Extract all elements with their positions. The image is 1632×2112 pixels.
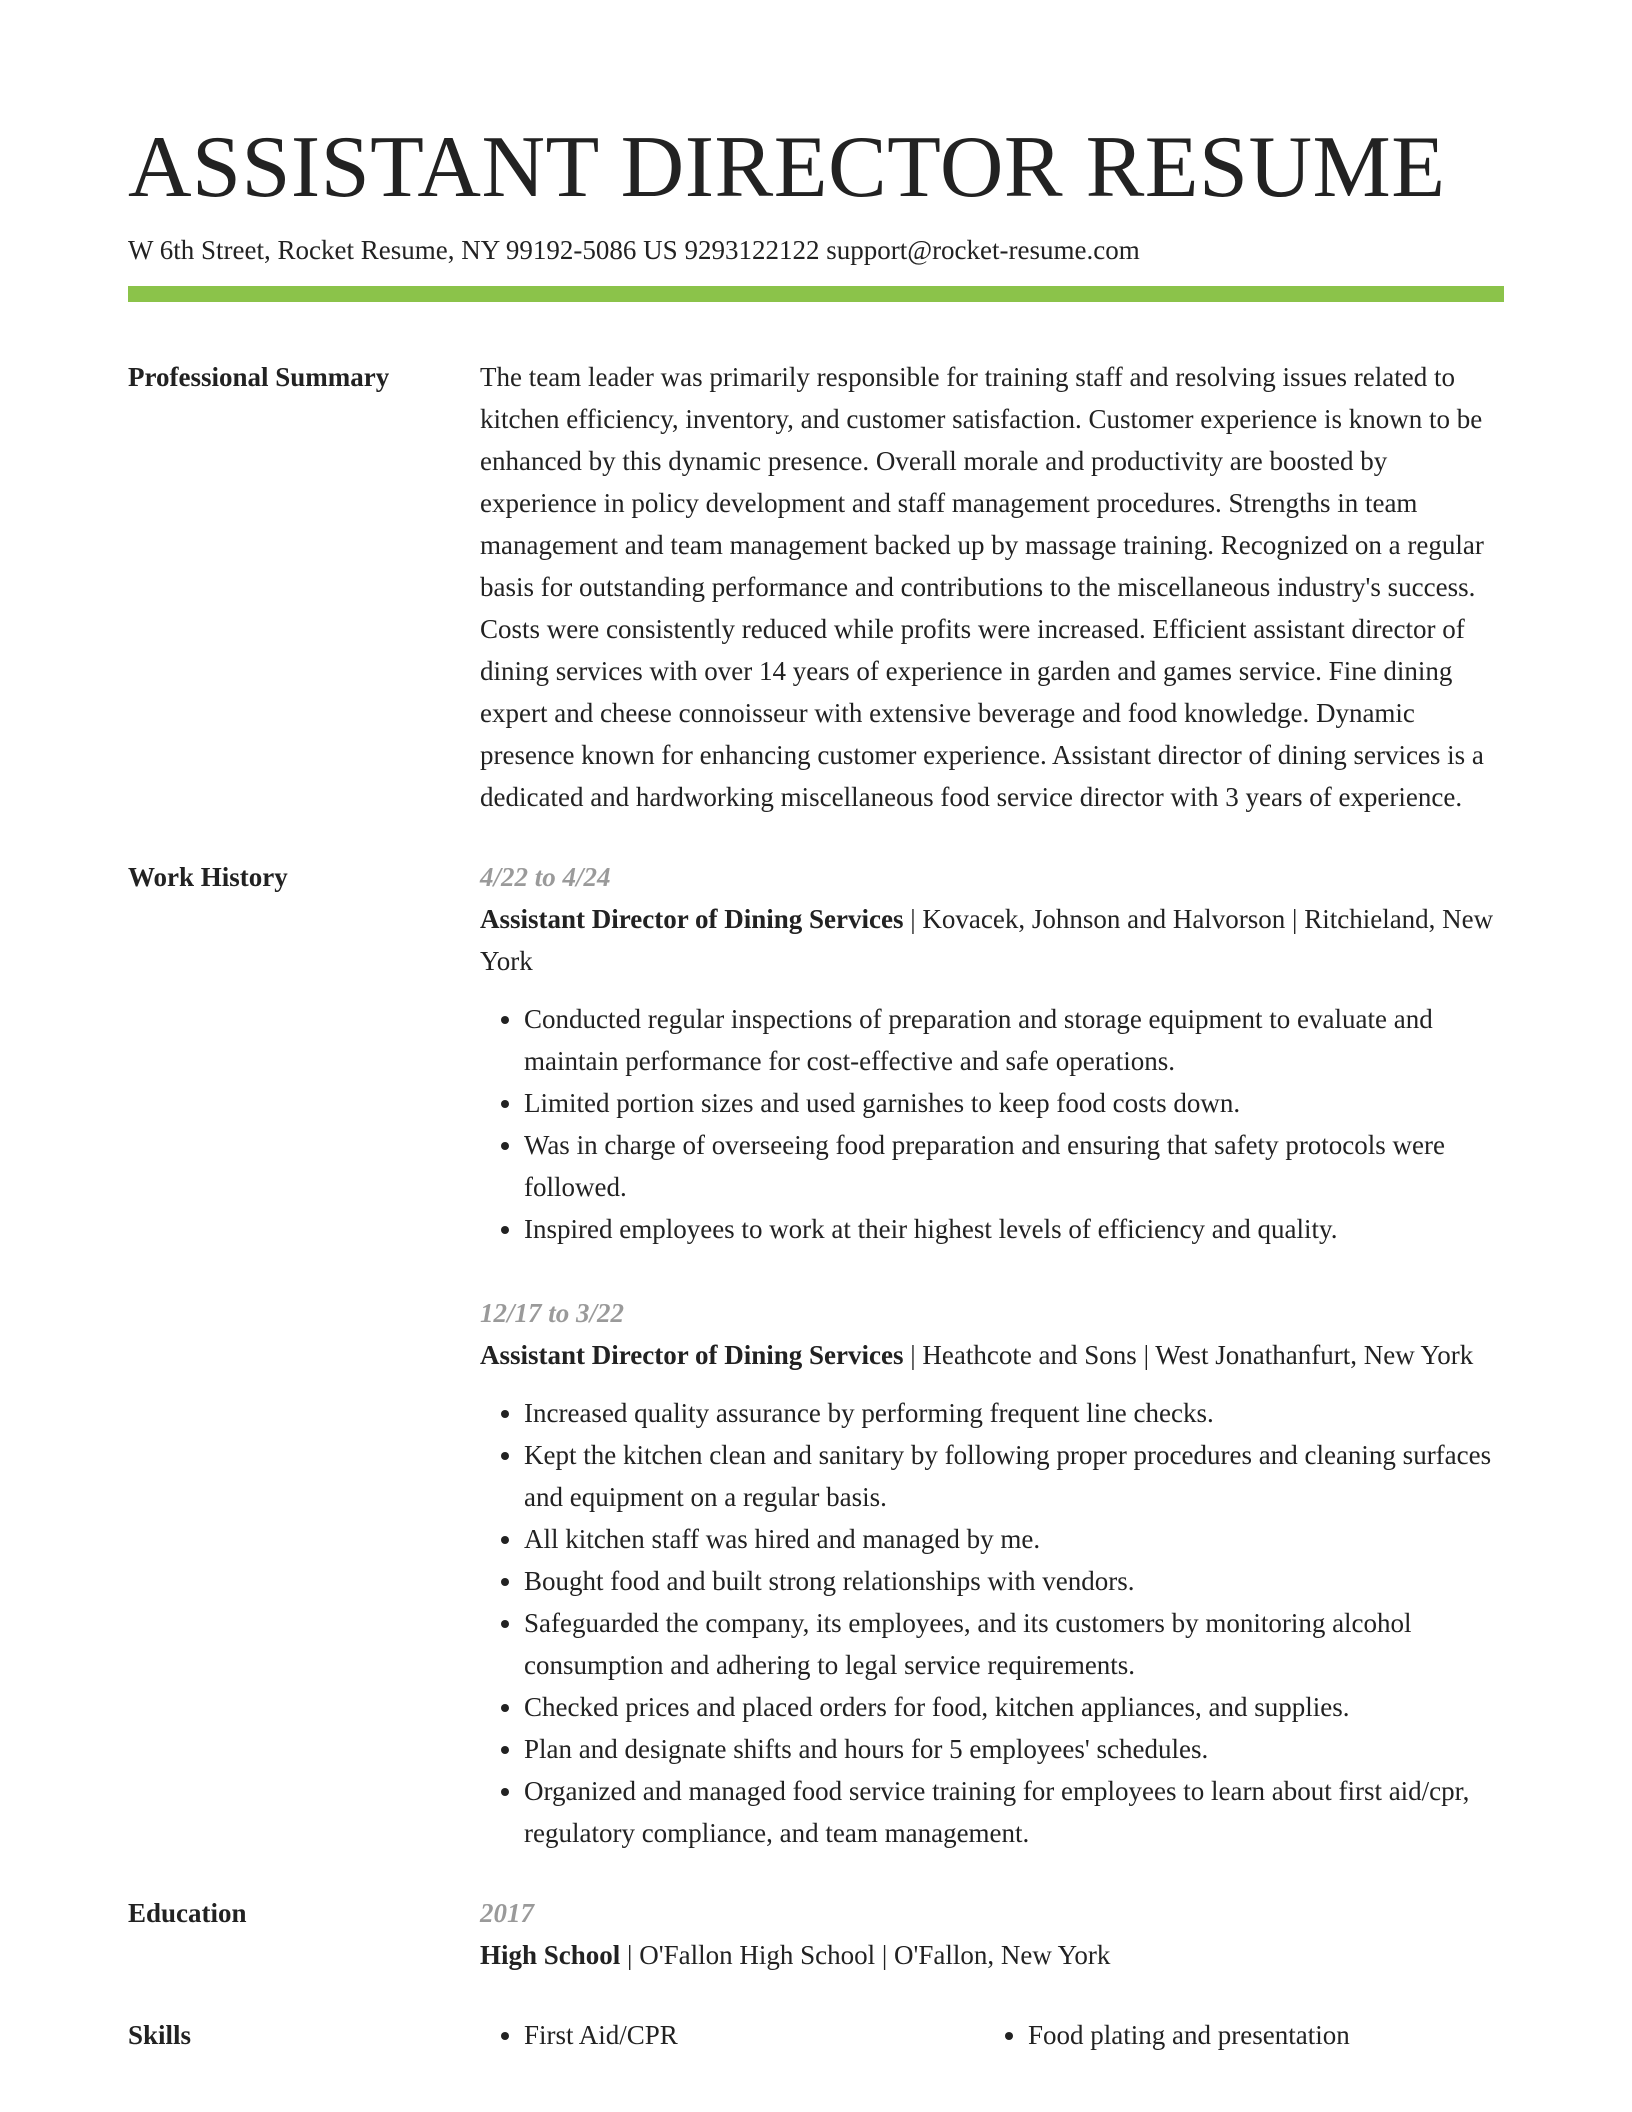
summary-body [480, 356, 1504, 818]
job-bullet: • Inspired employees to work at their highest levels of efficiency and quality. [524, 1208, 1504, 1250]
job-bullets [480, 998, 1504, 1250]
education-line [480, 1934, 1504, 1976]
skill-item: • First Aid/CPR [524, 2014, 984, 2056]
section-label-work-history: Work History [128, 862, 288, 892]
job-bullet: • Kept the kitchen clean and sanitary by following proper procedures and cleaning surfaces and equipment on a regular basis. [524, 1434, 1504, 1518]
education-year: 2017 [480, 1898, 534, 1928]
section-label-summary: Professional Summary [128, 362, 390, 392]
section-label-skills: Skills [128, 2020, 192, 2050]
section-skills [128, 2014, 1504, 2056]
education-body [480, 1892, 1504, 1976]
job-title-line [480, 898, 1504, 982]
skills-body [480, 2014, 1504, 2056]
contact-address: W 6th Street, Rocket Resume, NY 99192-5086 US [128, 235, 678, 265]
header-divider [128, 286, 1504, 302]
job-details: | Kovacek, Johnson and Halvorson | Ritchieland, New York [480, 904, 1494, 976]
contact-line [128, 232, 1504, 268]
job-bullet: • Conducted regular inspections of preparation and storage equipment to evaluate and maintain performance for cost-effective and safe operations. [524, 998, 1504, 1082]
job-bullet: • Bought food and built strong relationships with vendors. [524, 1560, 1504, 1602]
job-details: | Heathcote and Sons | West Jonathanfurt, New York [903, 1340, 1474, 1370]
skills-column-1 [480, 2014, 984, 2056]
education-degree: High School [480, 1940, 621, 1970]
job-title-line [480, 1334, 1504, 1376]
job-bullet: • All kitchen staff was hired and managed by me. [524, 1518, 1504, 1560]
contact-phone: 9293122122 [684, 235, 820, 265]
work-history-body [480, 856, 1504, 1854]
contact-email[interactable]: support@rocket-resume.com [826, 235, 1140, 265]
job-entry [480, 856, 1504, 1250]
education-details: | O'Fallon High School | O'Fallon, New York [620, 1940, 1111, 1970]
skill-item: • Food plating and presentation [1028, 2014, 1488, 2056]
job-role: Assistant Director of Dining Services [480, 904, 904, 934]
resume-title: ASSISTANT DIRECTOR RESUME [128, 119, 1446, 216]
section-professional-summary [128, 356, 1504, 818]
job-dates: 12/17 to 3/22 [480, 1298, 625, 1328]
job-bullet: • Checked prices and placed orders for food, kitchen appliances, and supplies. [524, 1686, 1504, 1728]
job-bullets [480, 1392, 1504, 1854]
skills-column-2 [984, 2014, 1488, 2056]
job-bullet: • Limited portion sizes and used garnishes to keep food costs down. [524, 1082, 1504, 1124]
summary-text: The team leader was primarily responsible for training staff and resolving issues related to kitchen efficiency, inventory, and customer satisfaction. Customer experience is known to be enhanced by this dynamic presence. Overall morale and productivity are boosted by experience in policy development and staff management procedures. Strengths in team management and team management backed up by massage training. Recognized on a regular basis for outstanding performance and contributions to the miscellaneous industry's success. Costs were consistently reduced while profits were increased. Efficient assistant director of dining services with over 14 years of experience in garden and games service. Fine dining expert and cheese connoisseur with extensive beverage and food knowledge. Dynamic presence known for enhancing customer experience. Assistant director of dining services is a dedicated and hardworking miscellaneous food service director with 3 years of experience. [480, 362, 1484, 812]
job-bullet: • Plan and designate shifts and hours for 5 employees' schedules. [524, 1728, 1504, 1770]
job-bullet: • Increased quality assurance by performing frequent line checks. [524, 1392, 1504, 1434]
job-entry [480, 1292, 1504, 1854]
job-dates: 4/22 to 4/24 [480, 862, 611, 892]
section-label-education: Education [128, 1898, 247, 1928]
job-bullet: • Organized and managed food service training for employees to learn about first aid/cpr, regulatory compliance, and team management. [524, 1770, 1504, 1854]
job-bullet: • Safeguarded the company, its employees, and its customers by monitoring alcohol consumption and adhering to legal service requirements. [524, 1602, 1504, 1686]
job-role: Assistant Director of Dining Services [480, 1340, 904, 1370]
section-education [128, 1892, 1504, 1976]
job-bullet: • Was in charge of overseeing food preparation and ensuring that safety protocols were followed. [524, 1124, 1504, 1208]
section-work-history [128, 856, 1504, 1854]
